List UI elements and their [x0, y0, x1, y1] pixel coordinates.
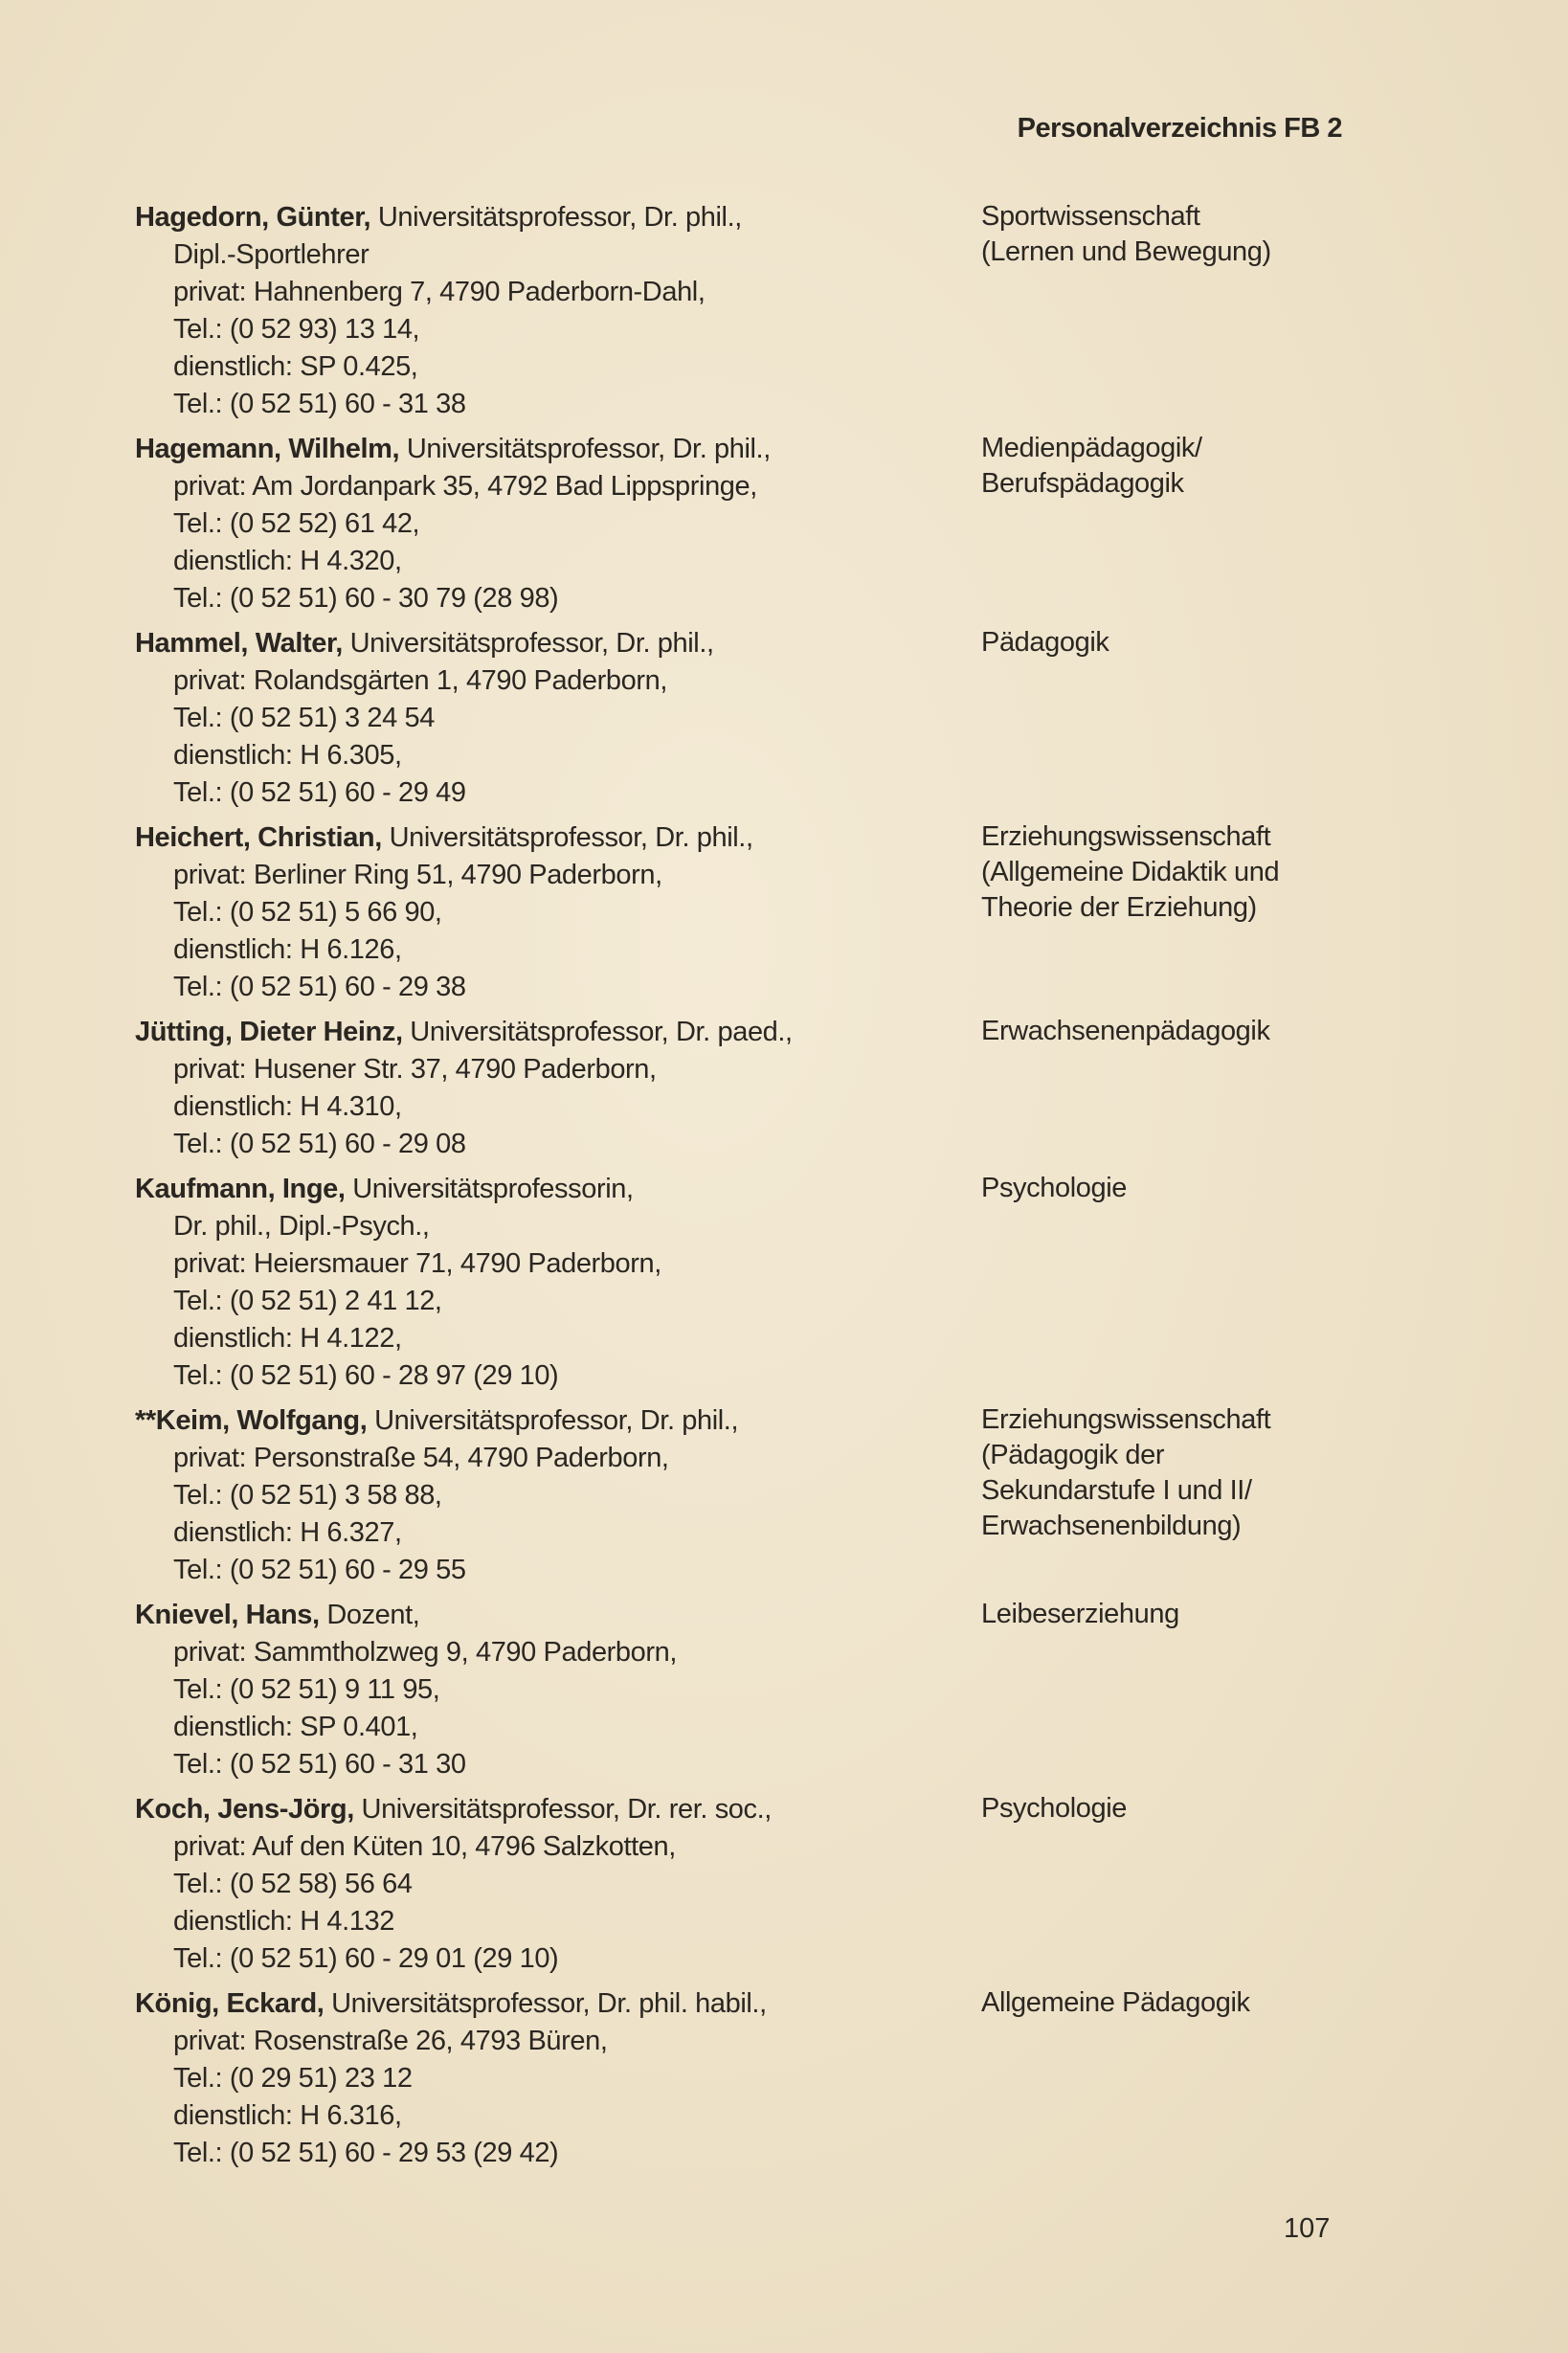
entry-detail-line: Tel.: (0 52 51) 2 41 12,	[173, 1286, 442, 1316]
subject-line: Erziehungswissenschaft	[981, 1404, 1271, 1435]
entry-subject	[981, 1014, 1383, 1049]
person-name: Heichert, Christian,	[135, 822, 382, 853]
entry-detail-line: privat: Berliner Ring 51, 4790 Paderborn,	[173, 860, 662, 890]
entry-detail-line: Tel.: (0 52 51) 60 - 29 53 (29 42)	[173, 2138, 559, 2168]
entry-detail-line: Tel.: (0 52 51) 9 11 95,	[173, 1674, 440, 1705]
entry-details	[135, 1402, 958, 1589]
entry-detail-line: privat: Rosenstraße 26, 4793 Büren,	[173, 2026, 608, 2056]
entry-first-line	[135, 819, 958, 857]
entry-detail-line: privat: Heiersmauer 71, 4790 Paderborn,	[173, 1248, 661, 1279]
entry-detail-line: Dipl.-Sportlehrer	[173, 239, 370, 270]
entry-detail-line: dienstlich: H 4.132	[173, 1906, 394, 1937]
entry-details	[135, 1171, 958, 1395]
subject-line: Erziehungswissenschaft	[981, 821, 1271, 852]
subject-line: (Lernen und Bewegung)	[981, 236, 1271, 267]
subject-line: Erwachsenenpädagogik	[981, 1016, 1270, 1046]
entry-detail-line: Dr. phil., Dipl.-Psych.,	[173, 1211, 430, 1242]
entry-first-line	[135, 1985, 958, 2023]
subject-line: Erwachsenenbildung)	[981, 1511, 1242, 1541]
subject-line: Leibeserziehung	[981, 1599, 1179, 1629]
page-header: Personalverzeichnis FB 2	[1017, 113, 1342, 144]
entry-detail-line: dienstlich: SP 0.401,	[173, 1712, 418, 1742]
entry-detail-line: privat: Personstraße 54, 4790 Paderborn,	[173, 1443, 669, 1473]
entry-detail-line: Tel.: (0 52 51) 60 - 29 55	[173, 1555, 466, 1585]
entry-subject	[981, 625, 1383, 661]
entry-detail-line: Tel.: (0 52 51) 60 - 29 49	[173, 777, 466, 808]
personnel-entry	[135, 199, 1379, 423]
entry-detail-line: privat: Rolandsgärten 1, 4790 Paderborn,	[173, 665, 668, 696]
person-title: Universitätsprofessor, Dr. phil.,	[367, 1405, 739, 1436]
subject-line: Berufspädagogik	[981, 468, 1184, 499]
entry-subject	[981, 1985, 1383, 2021]
person-name: Kaufmann, Inge,	[135, 1174, 346, 1204]
person-name: Jütting, Dieter Heinz,	[135, 1017, 403, 1047]
person-name: Koch, Jens-Jörg,	[135, 1794, 354, 1825]
entry-subject	[981, 199, 1383, 270]
entry-detail-line: Tel.: (0 52 51) 60 - 28 97 (29 10)	[173, 1360, 559, 1391]
person-name: König, Eckard,	[135, 1988, 325, 2019]
entry-first-line	[135, 1014, 958, 1051]
entry-detail-line: Tel.: (0 52 52) 61 42,	[173, 508, 420, 539]
entry-first-line	[135, 625, 958, 662]
entry-detail-line: Tel.: (0 52 51) 5 66 90,	[173, 897, 442, 928]
entry-detail-line: dienstlich: H 6.305,	[173, 740, 402, 771]
entry-detail-line: dienstlich: H 4.320,	[173, 546, 402, 576]
entry-first-line	[135, 431, 958, 468]
entry-detail-line: Tel.: (0 52 93) 13 14,	[173, 314, 420, 345]
entry-first-line	[135, 1791, 958, 1828]
personnel-entry	[135, 1171, 1379, 1395]
person-name: Knievel, Hans,	[135, 1600, 320, 1630]
entry-subject	[981, 1791, 1383, 1826]
subject-line: Psychologie	[981, 1173, 1127, 1203]
personnel-entry	[135, 1791, 1379, 1978]
person-title: Universitätsprofessor, Dr. phil.,	[342, 628, 714, 659]
entry-details	[135, 199, 958, 423]
entry-detail-line: dienstlich: H 6.316,	[173, 2100, 402, 2131]
subject-line: Allgemeine Pädagogik	[981, 1987, 1250, 2018]
entry-detail-line: Tel.: (0 52 51) 60 - 29 08	[173, 1129, 466, 1159]
entry-detail-line: Tel.: (0 52 51) 60 - 31 30	[173, 1749, 466, 1780]
entry-subject	[981, 1597, 1383, 1632]
entry-first-line	[135, 1597, 958, 1634]
entry-detail-line: dienstlich: H 4.122,	[173, 1323, 402, 1354]
entry-details	[135, 431, 958, 617]
entry-details	[135, 1014, 958, 1163]
entry-detail-line: dienstlich: H 4.310,	[173, 1091, 402, 1122]
personnel-entry	[135, 1402, 1379, 1589]
entry-detail-line: Tel.: (0 52 51) 60 - 31 38	[173, 389, 466, 419]
person-title: Universitätsprofessor, Dr. phil.,	[381, 822, 753, 853]
person-title: Universitätsprofessor, Dr. phil. habil.,	[324, 1988, 767, 2019]
entry-detail-line: dienstlich: SP 0.425,	[173, 351, 418, 382]
entry-detail-line: privat: Hahnenberg 7, 4790 Paderborn-Dahl,	[173, 277, 706, 307]
entry-first-line	[135, 1402, 958, 1440]
entry-detail-line: privat: Sammtholzweg 9, 4790 Paderborn,	[173, 1637, 678, 1668]
entry-detail-line: privat: Am Jordanpark 35, 4792 Bad Lippspringe,	[173, 471, 757, 502]
subject-line: Psychologie	[981, 1793, 1127, 1824]
entry-detail-line: privat: Husener Str. 37, 4790 Paderborn,	[173, 1054, 657, 1085]
entry-subject	[981, 1171, 1383, 1206]
entry-detail-line: dienstlich: H 6.126,	[173, 934, 402, 965]
entry-details	[135, 1985, 958, 2172]
entry-detail-line: Tel.: (0 52 51) 3 24 54	[173, 703, 435, 733]
personnel-entry	[135, 1597, 1379, 1783]
entry-subject	[981, 1402, 1383, 1544]
subject-line: Medienpädagogik/	[981, 433, 1202, 463]
personnel-list	[135, 199, 1379, 2180]
entry-details	[135, 1597, 958, 1783]
page-number: 107	[1284, 2213, 1331, 2244]
personnel-entry	[135, 625, 1379, 812]
entry-detail-line: dienstlich: H 6.327,	[173, 1517, 402, 1548]
person-title: Universitätsprofessor, Dr. paed.,	[402, 1017, 793, 1047]
entry-detail-line: Tel.: (0 52 51) 60 - 29 38	[173, 972, 466, 1002]
subject-line: Sportwissenschaft	[981, 201, 1200, 232]
person-name: **Keim, Wolfgang,	[135, 1405, 368, 1436]
entry-detail-line: Tel.: (0 29 51) 23 12	[173, 2063, 413, 2094]
entry-detail-line: privat: Auf den Küten 10, 4796 Salzkotten,	[173, 1831, 676, 1862]
person-title: Universitätsprofessor, Dr. rer. soc.,	[353, 1794, 772, 1825]
subject-line: Sekundarstufe I und II/	[981, 1475, 1252, 1506]
entry-detail-line: Tel.: (0 52 51) 3 58 88,	[173, 1480, 442, 1511]
entry-detail-line: Tel.: (0 52 51) 60 - 29 01 (29 10)	[173, 1943, 559, 1974]
entry-subject	[981, 431, 1383, 502]
person-title: Universitätsprofessor, Dr. phil.,	[370, 202, 742, 233]
entry-details	[135, 1791, 958, 1978]
subject-line: (Allgemeine Didaktik und	[981, 857, 1280, 887]
subject-line: (Pädagogik der	[981, 1440, 1165, 1470]
subject-line: Pädagogik	[981, 627, 1109, 658]
entry-detail-line: Tel.: (0 52 51) 60 - 30 79 (28 98)	[173, 583, 559, 614]
person-name: Hammel, Walter,	[135, 628, 343, 659]
person-title: Universitätsprofessor, Dr. phil.,	[399, 434, 771, 464]
entry-subject	[981, 819, 1383, 926]
personnel-entry	[135, 819, 1379, 1006]
entry-details	[135, 625, 958, 812]
subject-line: Theorie der Erziehung)	[981, 892, 1257, 923]
entry-details	[135, 819, 958, 1006]
personnel-entry	[135, 1014, 1379, 1163]
personnel-entry	[135, 431, 1379, 617]
personnel-entry	[135, 1985, 1379, 2172]
entry-detail-line: Tel.: (0 52 58) 56 64	[173, 1869, 413, 1899]
person-name: Hagemann, Wilhelm,	[135, 434, 400, 464]
entry-first-line	[135, 199, 958, 236]
person-title: Dozent,	[319, 1600, 420, 1630]
person-title: Universitätsprofessorin,	[345, 1174, 634, 1204]
person-name: Hagedorn, Günter,	[135, 202, 371, 233]
entry-first-line	[135, 1171, 958, 1208]
